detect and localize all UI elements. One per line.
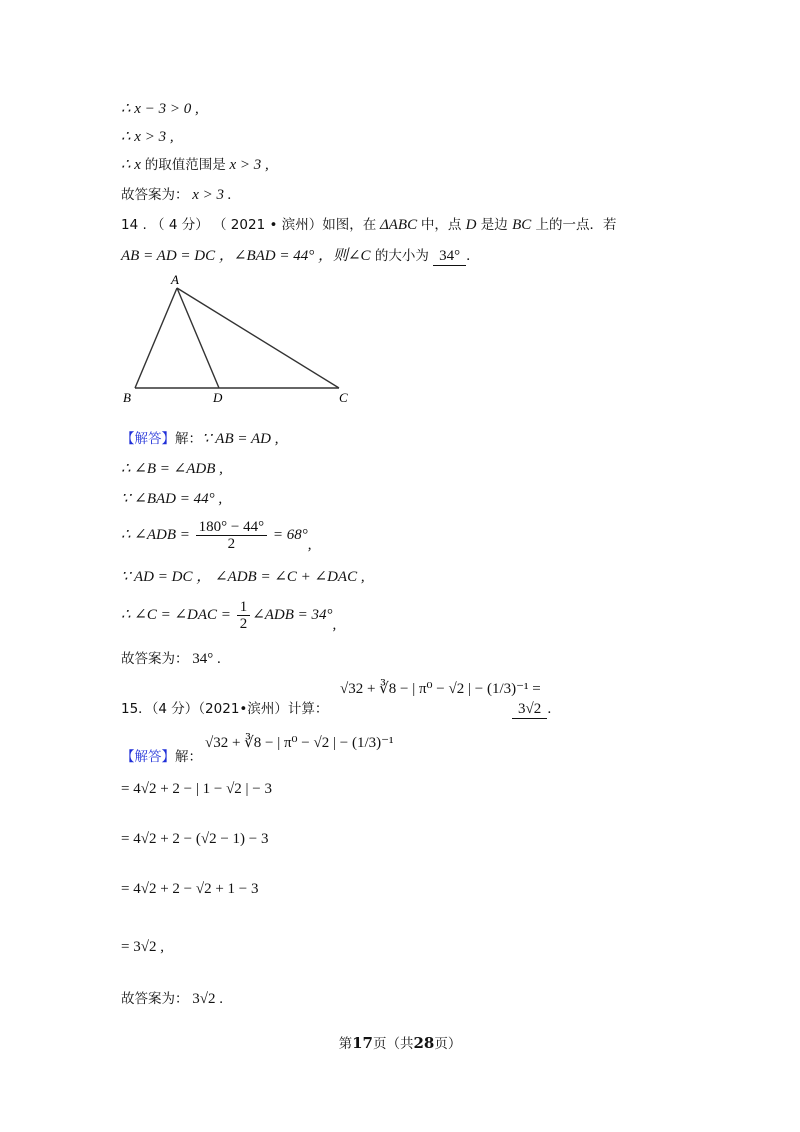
math-text: 34° . — [188, 651, 221, 667]
math-text: D — [465, 217, 477, 233]
solution-15-expression — [205, 734, 394, 752]
chinese-text: 解： — [175, 431, 202, 447]
comma: , — [332, 617, 337, 633]
comma: , — [307, 537, 312, 553]
math-text: = 3√2 , — [121, 939, 164, 955]
chinese-text: 上的一点．若 — [531, 217, 617, 233]
math-text: ΔABC — [376, 217, 421, 233]
solution-14-line-6 — [121, 598, 336, 632]
fraction — [196, 519, 267, 552]
math-text: = 4√2 + 2 − √2 + 1 − 3 — [121, 881, 259, 897]
fraction-denominator: 2 — [239, 615, 248, 632]
segment-ad — [177, 288, 219, 388]
solution-14-line-1 — [121, 430, 278, 448]
chinese-text: 的大小为 — [370, 248, 434, 264]
math-text: x > 3 . — [188, 187, 232, 203]
math-text: = 4√2 + 2 − (√2 − 1) − 3 — [121, 831, 269, 847]
chinese-text: ． — [547, 701, 561, 717]
solution-line-2 — [121, 128, 174, 146]
math-text: ∵ AD = DC ， ∠ADB = ∠C + ∠DAC , — [121, 569, 365, 585]
math-text: ∴ ∠ADB = — [121, 527, 194, 543]
label-a: A — [171, 272, 179, 287]
chinese-text: 故答案为： — [121, 991, 189, 1007]
label-c: C — [339, 390, 348, 405]
solution-line-1 — [121, 100, 199, 118]
solution-15-step-1 — [121, 780, 272, 798]
math-text: BC — [512, 217, 532, 233]
math-text: ∵ ∠BAD = 44° , — [121, 491, 223, 507]
chinese-text: 解： — [175, 749, 202, 765]
chinese-text: 故答案为： — [121, 651, 189, 667]
question-14-line-2 — [121, 247, 480, 266]
footer-text: 页（共 — [373, 1036, 414, 1052]
label-d: D — [213, 390, 223, 405]
math-text: ∴ x > 3 , — [121, 129, 174, 145]
math-text: ∠ADB = 34° — [252, 607, 333, 623]
solution-15-line-1 — [121, 748, 202, 766]
solution-14-line-3 — [121, 490, 222, 508]
solution-14-line-4 — [121, 518, 312, 552]
solution-15-answer — [121, 990, 223, 1008]
math-text: ∴ ∠B = ∠ADB , — [121, 461, 223, 477]
question-stem: 15．（4 分）（2021•滨州）计算： — [121, 701, 329, 717]
solution-15-step-2 — [121, 830, 269, 848]
fraction-numerator: 180° − 44° — [196, 519, 267, 536]
answer-blank: 34° — [433, 247, 466, 266]
fraction-numerator: 1 — [237, 599, 251, 616]
answer-tag: 【解答】 — [121, 749, 175, 765]
footer-text: 第 — [338, 1036, 353, 1052]
math-text: AB = AD = DC ，∠BAD = 44° ，则∠C — [121, 248, 371, 264]
question-15-answer — [512, 700, 561, 719]
segment-ac — [177, 288, 339, 388]
math-text: ∴ x — [121, 157, 145, 173]
chinese-text: 故答案为： — [121, 187, 189, 203]
question-15-expression — [340, 680, 541, 698]
solution-line-3 — [121, 156, 269, 174]
chinese-text: 中，点 — [420, 217, 466, 233]
answer-line — [121, 186, 232, 204]
answer-blank: 3√2 — [512, 700, 547, 719]
solution-14-line-5 — [121, 568, 365, 586]
math-text: = 68° — [269, 527, 308, 543]
math-text: 3√2 . — [188, 991, 223, 1007]
math-text: x > 3 , — [225, 157, 269, 173]
solution-15-step-4 — [121, 938, 164, 956]
segment-ab — [135, 288, 177, 388]
question-stem: 14 . （ 4 分） （ 2021 • 滨州）如图，在 — [121, 217, 377, 233]
fraction-denominator: 2 — [227, 535, 236, 552]
solution-14-line-2 — [121, 460, 223, 478]
question-15-stem — [121, 700, 328, 718]
math-text: ∴ ∠C = ∠DAC = — [121, 607, 235, 623]
math-text: ∵ AB = AD , — [202, 431, 279, 447]
fraction — [237, 599, 251, 632]
math-expression: √32 + ∛8 − | π⁰ − √2 | − (1/3)⁻¹ = — [340, 681, 541, 697]
label-b: B — [123, 390, 131, 405]
solution-15-step-3 — [121, 880, 259, 898]
triangle-figure — [115, 270, 365, 410]
footer-text: 页） — [434, 1036, 462, 1052]
page-footer — [0, 1032, 800, 1052]
answer-tag: 【解答】 — [121, 431, 175, 447]
question-14-line-1 — [121, 216, 617, 234]
math-expression: √32 + ∛8 − | π⁰ − √2 | − (1/3)⁻¹ — [205, 735, 394, 751]
chinese-text: 的取值范围是 — [144, 157, 226, 173]
chinese-text: ． — [466, 248, 480, 264]
math-text: ∴ x − 3 > 0 , — [121, 101, 199, 117]
math-text: = 4√2 + 2 − | 1 − √2 | − 3 — [121, 781, 273, 797]
chinese-text: 是边 — [476, 217, 513, 233]
page-number: 17 — [352, 1034, 373, 1052]
total-pages: 28 — [413, 1034, 435, 1052]
solution-14-answer — [121, 650, 221, 668]
